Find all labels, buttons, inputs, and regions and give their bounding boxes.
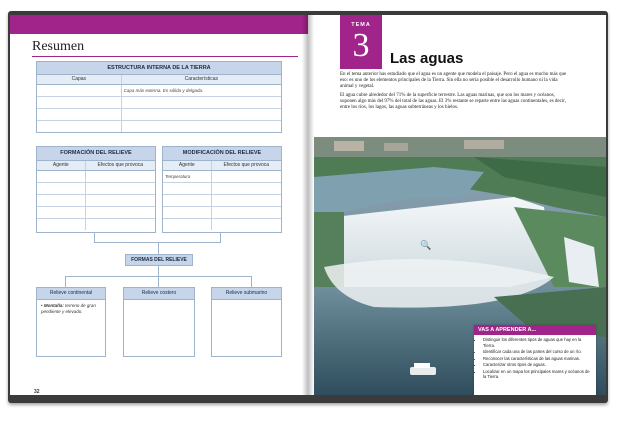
top-accent-bar — [10, 15, 308, 34]
list-item: • Distinguir los diferentes tipos de aguas que hay en la Tierra. — [483, 337, 592, 348]
intro-paragraph: El agua cubre alrededor del 71% de la superficie terrestre. Las aguas marinas, que son los mares y océanos, suponen algo más del 97% del total de las aguas. El 3% restante se reparte entre las aguas continentales, es decir, entre los ríos, los lagos, las aguas subterráneas y los hielos. — [340, 92, 566, 111]
modificacion-columns: Agente Efectos que provoca — [163, 161, 281, 171]
cell-agente: Temperatura — [163, 171, 212, 182]
table-row — [37, 219, 155, 230]
page-title: Resumen — [32, 39, 85, 54]
magnifier-cursor-icon[interactable]: 🔍 — [420, 240, 432, 250]
tema-number: 3 — [352, 27, 370, 64]
col-capas: Capas — [37, 75, 122, 84]
estructura-table — [36, 61, 282, 133]
table-row — [37, 183, 155, 195]
cell-caracteristica: Capa más externa. Es sólida y delgada. — [123, 88, 204, 93]
connector — [65, 276, 66, 287]
intro-text — [340, 72, 572, 113]
vas-a-aprender-heading: VAS A APRENDER A... — [474, 325, 596, 335]
relieve-costero-box — [123, 287, 195, 357]
list-item: • Identificar cada una de las partes del curso de un río. — [483, 349, 592, 355]
table-row — [163, 171, 281, 183]
left-page — [10, 15, 308, 395]
list-item: • Montaña: terreno de gran pendiente y elevado. — [41, 303, 96, 314]
table-row — [163, 207, 281, 219]
table-row — [163, 195, 281, 207]
box-title: Relieve continental — [37, 288, 105, 300]
tema-label: TEMA — [351, 22, 371, 28]
col-caracteristicas: Características — [184, 76, 218, 82]
connector — [158, 276, 159, 287]
book-gutter — [302, 15, 314, 395]
relieve-continental-box — [36, 287, 106, 357]
modificacion-heading: MODIFICACIÓN DEL RELIEVE — [163, 147, 281, 161]
box-title: Relieve costero — [124, 288, 194, 300]
list-item: • Caracterizar otros tipos de aguas. — [483, 362, 592, 368]
table-row — [37, 195, 155, 207]
title-rule — [32, 56, 298, 57]
connector — [251, 276, 252, 287]
table-row — [37, 109, 281, 121]
modificacion-table — [162, 146, 282, 233]
estructura-heading: ESTRUCTURA INTERNA DE LA TIERRA — [37, 62, 281, 75]
intro-paragraph: En el tema anterior has estudiado que el agua es un agente que modela el paisaje. Pero el agua es mucho más que eso: es uno de los elementos principales de la Tierra. Sin ella no sería posible el desarrollo humano ni la vida animal y vegetal. — [340, 72, 567, 90]
table-row — [37, 207, 155, 219]
table-row — [163, 219, 281, 230]
estructura-columns — [37, 75, 281, 85]
connector — [158, 242, 159, 254]
right-page — [308, 15, 606, 395]
box-title: Relieve submarino — [212, 288, 281, 300]
vas-a-aprender-box — [474, 325, 596, 395]
list-item: • Reconocer las características de las aguas marinas. — [483, 356, 592, 362]
table-row — [163, 183, 281, 195]
connector — [158, 266, 159, 276]
relieve-submarino-box — [211, 287, 282, 357]
open-book — [8, 11, 608, 403]
table-row — [37, 85, 281, 97]
table-row — [37, 97, 281, 109]
formacion-columns: Agente Efectos que provoca — [37, 161, 155, 171]
connector — [220, 232, 221, 242]
formacion-heading: FORMACIÓN DEL RELIEVE — [37, 147, 155, 161]
objectives-list — [474, 337, 596, 380]
list-item: • Localizar en un mapa los principales mares y océanos de la Tierra. — [483, 369, 592, 380]
table-row — [37, 171, 155, 183]
page-number: 32 — [34, 389, 40, 395]
chapter-title: Las aguas — [390, 50, 464, 67]
formacion-table — [36, 146, 156, 233]
tema-badge — [340, 15, 382, 69]
connector — [94, 232, 95, 242]
table-row — [37, 121, 281, 132]
formas-heading: FORMAS DEL RELIEVE — [125, 254, 193, 266]
